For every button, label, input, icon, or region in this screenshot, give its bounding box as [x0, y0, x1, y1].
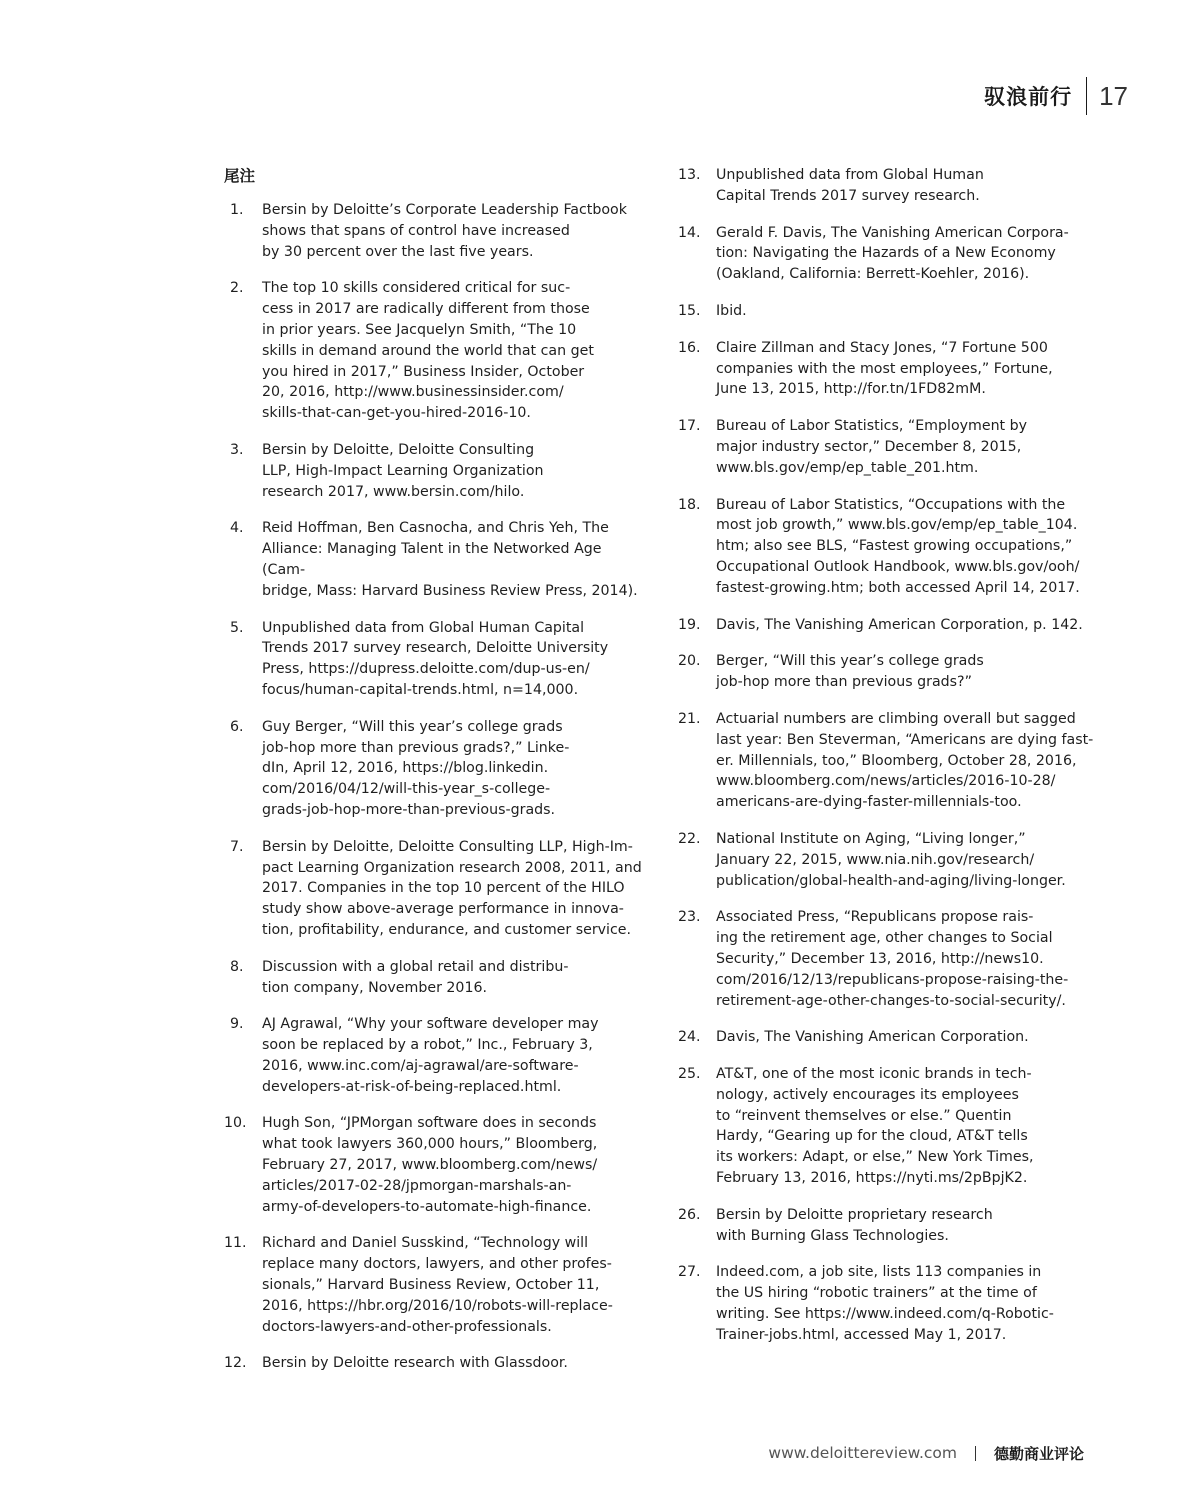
endnote-number: 14.: [678, 224, 701, 241]
endnote-item: [224, 618, 644, 701]
endnote-number: 27.: [678, 1264, 701, 1281]
endnote-item: [224, 1014, 644, 1097]
endnote-text: AJ Agrawal, “Why your software developer may soon be replaced by a robot,” Inc., February 3, 2016, www.inc.com/aj-agrawal/are-software- developers-at-risk-of-being-replaced.html.: [262, 1016, 599, 1095]
endnote-item: [224, 837, 644, 941]
endnote-text: Bureau of Labor Statistics, “Occupations with the most job growth,” www.bls.gov/emp/ep_table_104. htm; also see BLS, “Fastest growing occupations,” Occupational Outlook Handbook, www.bls.gov/ooh/ fastest-growing.htm; both accessed April 14, 2017.: [716, 496, 1080, 596]
endnote-number: 1.: [230, 202, 244, 218]
endnote-number: 19.: [678, 616, 701, 633]
endnotes-left-column: [224, 165, 644, 1390]
endnote-number: 2.: [230, 280, 244, 297]
endnote-item: [224, 1113, 644, 1217]
endnote-number: 8.: [230, 958, 244, 975]
endnote-item: [224, 518, 644, 601]
endnote-number: 11.: [224, 1235, 247, 1252]
endnote-number: 15.: [678, 302, 701, 319]
endnote-number: 22.: [678, 830, 701, 847]
page-header: [984, 78, 1128, 114]
endnote-item: [224, 957, 644, 999]
endnote-number: 3.: [230, 441, 244, 458]
endnote-text: Bersin by Deloitte’s Corporate Leadership Factbook shows that spans of control have increased by 30 percent over the last five years.: [262, 202, 627, 260]
endnotes-right-column: [678, 165, 1098, 1362]
page-number: 17: [1099, 80, 1128, 111]
endnote-text: National Institute on Aging, “Living longer,” January 22, 2015, www.nia.nih.gov/research/ publication/global-health-and-aging/living-longer.: [716, 830, 1066, 889]
endnote-text: Bersin by Deloitte, Deloitte Consulting LLP, High-Im- pact Learning Organization research 2008, 2011, and 2017. Companies in the top 10 percent of the HILO study show above-average performance in innova- tion, profitability, endurance, and customer service.: [262, 838, 642, 938]
endnote-number: 24.: [678, 1029, 701, 1046]
page-footer: [768, 1440, 1084, 1466]
endnote-item: [678, 223, 1098, 285]
footer-divider: [975, 1446, 976, 1461]
endnote-number: 26.: [678, 1206, 701, 1223]
endnote-number: 13.: [678, 167, 701, 183]
endnotes-list-left: [224, 200, 644, 1374]
endnote-text: Bersin by Deloitte proprietary research with Burning Glass Technologies.: [716, 1206, 993, 1244]
endnote-number: 10.: [224, 1115, 247, 1132]
endnote-text: Ibid.: [716, 302, 747, 319]
endnote-item: [678, 416, 1098, 478]
endnote-number: 12.: [224, 1355, 247, 1372]
endnote-item: [678, 615, 1098, 636]
endnote-text: Associated Press, “Republicans propose rais- ing the retirement age, other changes to Social Security,” December 13, 2016, http://news10. com/2016/12/13/republicans-propose-raising-the- retirement-age-other-changes-to-social-security/.: [716, 909, 1069, 1009]
endnote-number: 17.: [678, 418, 701, 435]
endnote-item: [678, 829, 1098, 891]
endnote-text: Unpublished data from Global Human Capital Trends 2017 survey research.: [716, 167, 984, 204]
endnote-text: Unpublished data from Global Human Capital Trends 2017 survey research, Deloitte University Press, https://dupress.deloitte.com/dup-us-en/ focus/human-capital-trends.html, n=14,000.: [262, 619, 609, 698]
endnote-item: [678, 495, 1098, 599]
endnote-text: Bersin by Deloitte, Deloitte Consulting LLP, High-Impact Learning Organization research 2017, www.bersin.com/hilo.: [262, 441, 544, 500]
endnote-item: [224, 717, 644, 821]
endnote-item: [678, 1064, 1098, 1189]
endnote-text: Discussion with a global retail and distribu- tion company, November 2016.: [262, 958, 569, 996]
endnote-item: [224, 278, 644, 424]
endnote-text: Guy Berger, “Will this year’s college grads job-hop more than previous grads?,” Linke- dIn, April 12, 2016, https://blog.linkedin. com/2016/04/12/will-this-year_s-college- grads-job-hop-more-than-previous-grads.: [262, 718, 570, 818]
endnote-number: 18.: [678, 496, 701, 513]
endnote-number: 21.: [678, 710, 701, 727]
endnote-number: 9.: [230, 1016, 244, 1033]
endnote-text: Berger, “Will this year’s college grads job-hop more than previous grads?”: [716, 653, 984, 691]
endnote-item: [678, 165, 1098, 207]
endnote-item: [678, 338, 1098, 400]
endnote-text: Richard and Daniel Susskind, “Technology will replace many doctors, lawyers, and other profes- sionals,” Harvard Business Review, October 11, 2016, https://hbr.org/2016/10/robots-will-replace- doctors-lawyers-and-other-professionals.: [262, 1235, 613, 1335]
endnote-text: Hugh Son, “JPMorgan software does in seconds what took lawyers 360,000 hours,” Bloomberg, February 27, 2017, www.bloomberg.com/news/ articles/2017-02-28/jpmorgan-marshals-an- army-of-developers-to-automate-high-finance.: [262, 1115, 598, 1215]
endnote-item: [224, 1233, 644, 1337]
endnote-number: 25.: [678, 1066, 701, 1083]
endnote-text: Reid Hoffman, Ben Casnocha, and Chris Yeh, The Alliance: Managing Talent in the Networked Age (Cam- bridge, Mass: Harvard Business Review Press, 2014).: [262, 520, 638, 599]
endnote-item: [678, 1262, 1098, 1345]
footer-brand: 德勤商业评论: [993, 1444, 1084, 1463]
endnote-number: 4.: [230, 520, 244, 537]
endnote-text: The top 10 skills considered critical for suc- cess in 2017 are radically different from those in prior years. See Jacquelyn Smith, “The 10 skills in demand around the world that can get you hired in 2017,” Business Insider, October 20, 2016, http://www.businessinsider.com/ skills-that-can-get-you-hired-2016-10.: [262, 280, 594, 422]
footer-url[interactable]: www.deloittereview.com: [768, 1444, 957, 1462]
endnote-number: 20.: [678, 653, 701, 670]
endnote-item: [678, 301, 1098, 322]
endnote-number: 5.: [230, 619, 244, 636]
endnote-item: [678, 1027, 1098, 1048]
endnote-text: Davis, The Vanishing American Corporation.: [716, 1029, 1029, 1046]
endnote-number: 16.: [678, 339, 701, 356]
section-title: 尾注: [224, 167, 256, 185]
endnote-item: [678, 651, 1098, 693]
endnote-text: AT&T, one of the most iconic brands in tech- nology, actively encourages its employees to “reinvent themselves or else.” Quentin Hardy, “Gearing up for the cloud, AT&T tells its workers: Adapt, or else,” New York Times, February 13, 2016, https://nyti.ms/2pBpjK2.: [716, 1066, 1034, 1187]
endnote-item: [224, 1353, 644, 1374]
endnote-item: [224, 440, 644, 502]
endnote-text: Claire Zillman and Stacy Jones, “7 Fortune 500 companies with the most employees,” Fortune, June 13, 2015, http://for.tn/1FD82mM.: [716, 339, 1053, 398]
endnote-text: Indeed.com, a job site, lists 113 companies in the US hiring “robotic trainers” at the time of writing. See https://www.indeed.com/q-Robotic- Trainer-jobs.html, accessed May 1, 2017.: [716, 1264, 1054, 1343]
endnote-number: 7.: [230, 838, 244, 855]
header-divider: [1086, 77, 1087, 115]
endnote-text: Davis, The Vanishing American Corporation, p. 142.: [716, 616, 1083, 633]
endnote-text: Bureau of Labor Statistics, “Employment by major industry sector,” December 8, 2015, www.bls.gov/emp/ep_table_201.htm.: [716, 418, 1028, 476]
header-title: 驭浪前行: [984, 85, 1073, 109]
endnote-item: [678, 1205, 1098, 1247]
endnote-number: 23.: [678, 909, 701, 926]
endnote-text: Actuarial numbers are climbing overall but sagged last year: Ben Steverman, “Americans are dying fast- er. Millennials, too,” Bloomberg, October 28, 2016, www.bloomberg.com/news/articles/2016-10-28/ americans-are-dying-faster-millennials-too.: [716, 710, 1094, 811]
endnote-text: Bersin by Deloitte research with Glassdoor.: [262, 1355, 568, 1372]
endnotes-list-right: [678, 165, 1098, 1346]
endnote-text: Gerald F. Davis, The Vanishing American Corpora- tion: Navigating the Hazards of a New Economy (Oakland, California: Berrett-Koehler, 2016).: [716, 224, 1069, 283]
endnote-number: 6.: [230, 718, 244, 735]
endnote-item: [224, 200, 644, 262]
endnote-item: [678, 709, 1098, 813]
endnote-item: [678, 907, 1098, 1011]
